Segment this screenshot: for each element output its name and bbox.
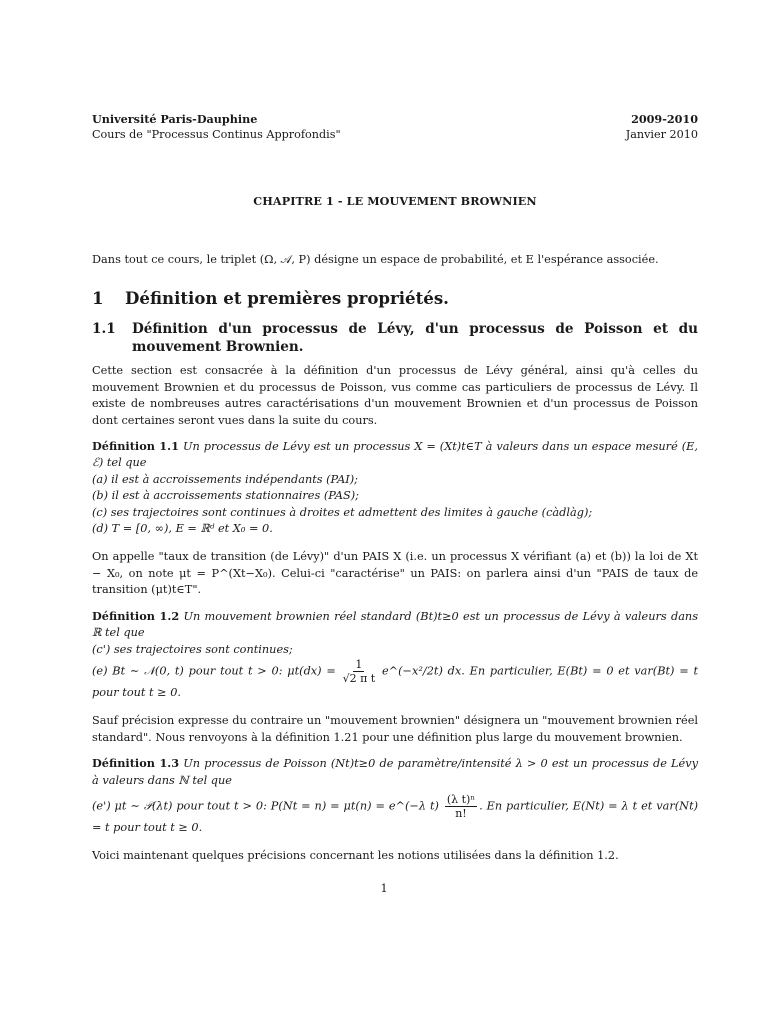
definition-item: (d) T = [0, ∞), E = ℝᵈ et X₀ = 0.	[92, 522, 273, 536]
page-number: 1	[380, 882, 388, 895]
subsection-heading	[92, 320, 698, 356]
course-name: Cours de "Processus Continus Approfondis"	[92, 128, 341, 141]
definition-1-1	[92, 438, 698, 537]
document-date: Janvier 2010	[625, 128, 698, 141]
page-body	[92, 112, 698, 865]
definition-item-formula: (e) Bt ∼ 𝒩(0, t) pour tout t > 0: μt(dx) = $\frac{1}{\text{√2 π t}}$ e^(−x²/2t) dx. En particulier, E(Bt) = 0 et var(Bt) = t pour tout t ≥ 0.	[92, 657, 698, 699]
definition-text: Un processus de Poisson (Nt)t≥0 de paramètre/intensité λ > 0 est un processus de Lévy à valeurs dans ℕ tel que	[92, 757, 698, 787]
chapter-title: CHAPITRE 1 - LE MOUVEMENT BROWNIEN	[253, 194, 537, 208]
definition-text: Un mouvement brownien réel standard (Bt)t≥0 est un processus de Lévy à valeurs dans ℝ tel que	[92, 609, 698, 640]
definition-text: Un processus de Lévy est un processus X = (Xt)t∈T à valeurs dans un espace mesuré (E, ℰ) tel que	[92, 440, 698, 470]
definition-item: (c') ses trajectoires sont continues;	[92, 642, 293, 656]
academic-year: 2009-2010	[631, 112, 698, 126]
definition-label: Définition 1.3	[92, 756, 180, 771]
closing-paragraph: Voici maintenant quelques précisions concernant les notions utilisées dans la définition 1.2.	[92, 849, 619, 863]
definition-label: Définition 1.2	[92, 608, 180, 623]
fraction: $\frac{1}{\text{√2 π t}}$	[342, 657, 376, 685]
definition-item: (c) ses trajectoires sont continues à droites et admettent des limites à gauche (càdlàg);	[92, 505, 593, 519]
transition-rate-paragraph: On appelle "taux de transition (de Lévy)" d'un PAIS X (i.e. un processus X vérifiant (a) et (b)) la loi de Xt − X₀, on note μt = P^(Xt−X₀). Celui-ci "caractérise" un PAIS: on parlera ainsi d'un "PAIS de taux de transition (μt)t∈T".	[92, 550, 698, 597]
standard-brownian-paragraph: Sauf précision expresse du contraire un "mouvement brownien" désignera un "mouvement brownien réel standard". Nous renvoyons à la définition 1.21 pour une définition plus large du mouvement brownien.	[92, 714, 698, 744]
university-name: Université Paris-Dauphine	[92, 112, 258, 126]
section-number: 1	[92, 288, 104, 309]
definition-1-2	[92, 608, 698, 702]
subsection-number: 1.1	[92, 321, 116, 338]
section-title: Définition et premières propriétés.	[125, 288, 449, 309]
definition-1-3	[92, 755, 698, 836]
section-intro-paragraph: Cette section est consacrée à la définition d'un processus de Lévy général, ainsi qu'à celles du mouvement Brownien et du processus de Poisson, vus comme cas particuliers de processus de Lévy. Il existe de nombreuses autres caractérisations d'un mouvement Brownien et d'un processus de Poisson dont certaines seront vues dans la suite du cours.	[92, 364, 698, 427]
section-heading	[92, 288, 698, 308]
definition-item: (a) il est à accroissements indépendants (PAI);	[92, 472, 358, 486]
definition-item: (b) il est à accroissements stationnaires (PAS);	[92, 489, 359, 503]
subsection-title: Définition d'un processus de Lévy, d'un processus de Poisson et du mouvement Brownien.	[132, 321, 698, 356]
definition-label: Définition 1.1	[92, 439, 179, 454]
fraction: $\frac{\text{(λ t)ⁿ}}{n!}$	[446, 792, 476, 820]
intro-paragraph: Dans tout ce cours, le triplet (Ω, 𝒜, P) désigne un espace de probabilité, et E l'espérance associée.	[92, 253, 659, 266]
definition-item-formula: (e') μt ∼ 𝒫(λt) pour tout t > 0: P(Nt = n) = μt(n) = e^(−λ t) $\frac{\text{(λ t)ⁿ}}{n!}$ . En particulier, E(Nt) = λ t et var(Nt) = t pour tout t ≥ 0.	[92, 792, 699, 834]
document-header	[92, 112, 698, 142]
